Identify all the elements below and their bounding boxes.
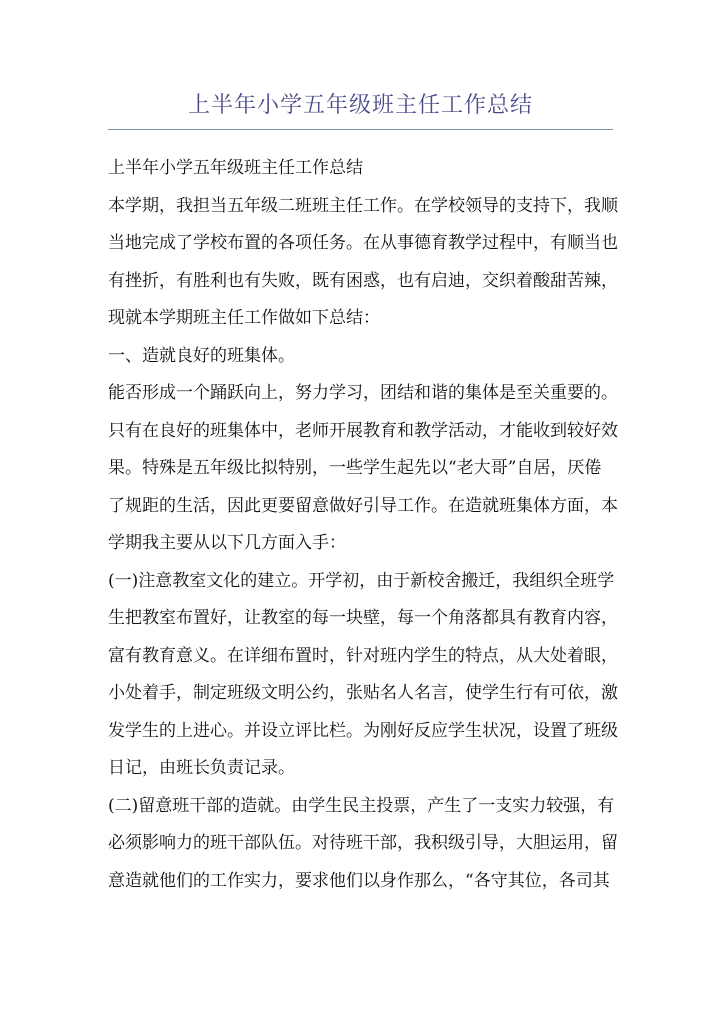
text-line: 富有教育意义。在详细布置时，针对班内学生的特点，从大处着眼， — [108, 645, 618, 666]
title-divider — [108, 129, 613, 130]
page-title: 上半年小学五年级班主任工作总结 — [187, 93, 533, 118]
text-line: 现就本学期班主任工作做如下总结： — [108, 308, 380, 328]
text-line: 有挫折，有胜利也有失败，既有困惑，也有启迪，交织着酸甜苦辣， — [108, 270, 618, 291]
text-line: 必须影响力的班干部队伍。对待班干部，我积级引导，大胆运用，留 — [108, 833, 618, 853]
text-line: 小处着手，制定班级文明公约，张贴名人名言，使学生行有可依，激 — [108, 683, 618, 703]
text-line: 只有在良好的班集体中，老师开展教育和教学活动，才能收到较好效 — [108, 420, 618, 441]
subsection-line: (二)留意班干部的造就。由学生民主投票，产生了一支实力较强，有 — [108, 795, 615, 816]
text-line: 能否形成一个踊跃向上，努力学习，团结和谐的集体是至关重要的。 — [108, 383, 618, 403]
text-line: 了规距的生活，因此更要留意做好引导工作。在造就班集体方面，本 — [108, 495, 618, 516]
subsection-line: (一)注意教室文化的建立。开学初，由于新校舍搬迁，我组织全班学 — [108, 570, 615, 591]
subtitle-line: 上半年小学五年级班主任工作总结 — [108, 158, 363, 178]
text-line: 发学生的上进心。并设立评比栏。为刚好反应学生状况，设置了班级 — [108, 720, 618, 741]
document-body — [108, 150, 628, 900]
text-line: 当地完成了学校布置的各项任务。在从事德育教学过程中，有顺当也 — [108, 233, 618, 253]
text-line: 意造就他们的工作实力，要求他们以身作那么，“各守其位，各司其 — [108, 870, 610, 891]
text-line: 本学期，我担当五年级二班班主任工作。在学校领导的支持下，我顺 — [108, 195, 618, 216]
text-line: 日记，由班长负责记录。 — [108, 758, 295, 778]
text-line: 生把教室布置好，让教室的每一块壁，每一个角落都具有教育内容， — [108, 608, 618, 628]
text-line: 学期我主要从以下几方面入手： — [108, 533, 346, 553]
section-heading: 一、造就良好的班集体。 — [108, 345, 295, 366]
text-line: 果。特殊是五年级比拟特别，一些学生起先以“老大哥”自居，厌倦 — [108, 458, 602, 478]
